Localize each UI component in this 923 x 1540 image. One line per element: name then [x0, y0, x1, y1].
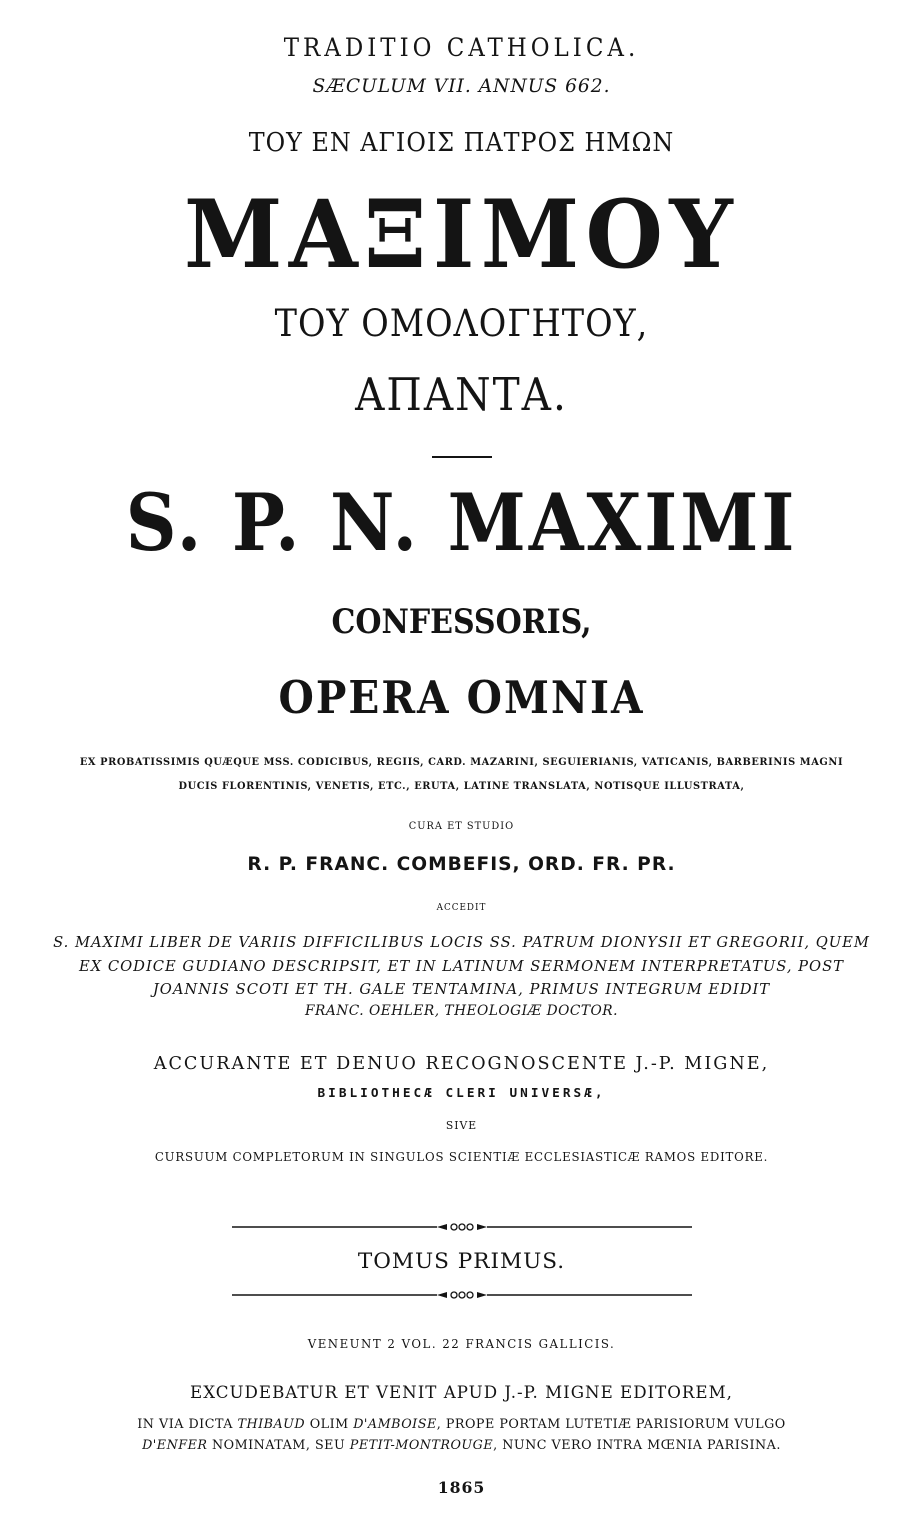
accedit-label: ACCEDIT	[436, 903, 487, 913]
price-line: VENEUNT 2 VOL. 22 FRANCIS GALLICIS.	[307, 1337, 616, 1351]
appendix-line-4: FRANC. OEHLER, THEOLOGIÆ DOCTOR.	[305, 1003, 618, 1019]
sive-label: SIVE	[445, 1119, 478, 1132]
imprint-gate-name: D'ENFER	[142, 1438, 208, 1453]
ornamental-rule-bottom	[0, 1288, 923, 1302]
tomus-label: TOMUS PRIMUS.	[357, 1249, 566, 1274]
cura-label: CURA ET STUDIO	[408, 821, 515, 832]
cursuum-line: CURSUUM COMPLETORUM IN SINGULOS SCIENTIÆ ECCLESIASTICÆ RAMOS EDITORE.	[154, 1150, 769, 1164]
imprint-line-2-e: , PROPE PORTAM LUTETIÆ PARISIORUM VULGO	[436, 1417, 786, 1432]
editor-name: R. P. FRANC. COMBEFIS, ORD. FR. PR.	[247, 854, 676, 875]
imprint-line-1: EXCUDEBATUR ET VENIT APUD J.-P. MIGNE EDITOREM,	[190, 1383, 733, 1402]
latin-name: S. P. N. MAXIMI	[125, 477, 798, 569]
series-subtitle: SÆCULUM VII. ANNUS 662.	[312, 76, 611, 97]
greek-epithet: ΤΟΥ ΟΜΟΛΟΓΗΤΟΥ,	[274, 301, 649, 345]
greek-intro: ΤΟΥ ΕΝ ΑΓΙΟΙΣ ΠΑΤΡΟΣ ΗΜΩΝ	[248, 127, 675, 158]
imprint-line-2-a: IN VIA DICTA	[137, 1417, 238, 1432]
bibliotheca-line: BIBLIOTHECÆ CLERI UNIVERSÆ,	[317, 1086, 606, 1101]
sources-line-1: EX PROBATISSIMIS QUÆQUE MSS. CODICIBUS, REGIIS, CARD. MAZARINI, SEGUIERIANIS, VATICANIS, BARBERINIS MAGNI	[79, 757, 844, 768]
appendix-line-2: EX CODICE GUDIANO DESCRIPSIT, ET IN LATINUM SERMONEM INTERPRETATUS, POST	[79, 958, 844, 975]
imprint-line-3-d: , NUNC VERO INTRA MŒNIA PARISINA.	[493, 1438, 781, 1453]
appendix-line-3: JOANNIS SCOTI ET TH. GALE TENTAMINA, PRIMUS INTEGRUM EDIDIT	[152, 981, 771, 998]
imprint-line-3-b: NOMINATAM, SEU	[207, 1438, 350, 1453]
publication-year: 1865	[437, 1478, 486, 1497]
appendix-line-1: S. MAXIMI LIBER DE VARIIS DIFFICILIBUS LOCIS SS. PATRUM DIONYSII ET GREGORII, QUEM	[53, 934, 870, 951]
imprint-street-name: THIBAUD	[237, 1417, 306, 1432]
latin-epithet: CONFESSORIS,	[331, 602, 592, 641]
greek-works: ΑΠΑΝΤΑ.	[355, 368, 568, 421]
sources-line-2: DUCIS FLORENTINIS, VENETIS, ETC., ERUTA, LATINE TRANSLATA, NOTISQUE ILLUSTRATA,	[178, 781, 745, 792]
imprint-district-name: PETIT-MONTROUGE	[349, 1438, 494, 1453]
greek-name: ΜΑΞΙΜΟΥ	[184, 180, 739, 290]
imprint-line-2	[0, 1419, 923, 1432]
short-rule	[432, 456, 492, 458]
imprint-line-3	[0, 1440, 923, 1453]
imprint-old-name: D'AMBOISE	[353, 1417, 437, 1432]
latin-works: OPERA OMNIA	[278, 671, 645, 724]
series-title: TRADITIO CATHOLICA.	[283, 33, 640, 63]
migne-line: ACCURANTE ET DENUO RECOGNOSCENTE J.-P. MIGNE,	[153, 1054, 770, 1074]
ornamental-rule-top	[0, 1220, 923, 1234]
imprint-line-2-c: OLIM	[305, 1417, 354, 1432]
